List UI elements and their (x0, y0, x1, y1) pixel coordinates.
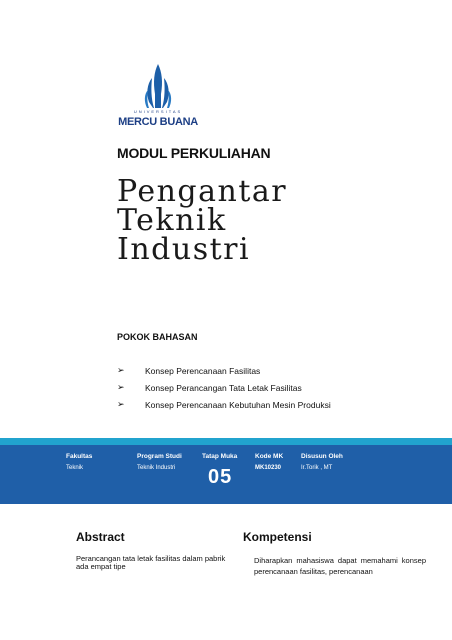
list-item (117, 379, 331, 396)
tatap-muka-value: 05 (208, 466, 233, 488)
topic-list (117, 362, 331, 413)
abstract-heading: Abstract (76, 530, 125, 544)
band-stripe (0, 438, 452, 445)
fakultas-label: Fakultas (66, 453, 93, 460)
course-title (117, 174, 288, 267)
university-logo (118, 62, 198, 134)
topic-text: Konsep Perencanaan Kebutuhan Mesin Produksi (145, 399, 331, 410)
arrow-bullet-icon: ➢ (117, 382, 125, 392)
pokok-bahasan-heading: POKOK BAHASAN (117, 332, 198, 342)
arrow-bullet-icon: ➢ (117, 365, 125, 375)
fakultas-value: Teknik (66, 465, 84, 471)
kode-mk-value: MK10230 (255, 465, 282, 471)
modul-label: MODUL PERKULIAHAN (117, 145, 271, 161)
kompetensi-text: Diharapkan mahasiswa dapat memahami konsep perencanaan fasilitas, perencanaan (254, 556, 426, 576)
arrow-bullet-icon: ➢ (117, 399, 125, 409)
list-item (117, 362, 331, 379)
disusun-oleh-label: Disusun Oleh (301, 453, 343, 460)
university-name: MERCU BUANA (118, 116, 198, 128)
topic-text: Konsep Perancangan Tata Letak Fasilitas (145, 382, 302, 393)
title-line-2: Teknik (117, 203, 227, 238)
kode-mk-label: Kode MK (255, 453, 284, 460)
program-studi-value: Teknik Industri (137, 465, 176, 471)
topic-text: Konsep Perencanaan Fasilitas (145, 365, 261, 376)
title-line-1: Pengantar (117, 174, 288, 209)
info-band (0, 445, 452, 504)
kompetensi-heading: Kompetensi (243, 530, 312, 544)
list-item (117, 396, 331, 413)
program-studi-label: Program Studi (137, 453, 182, 460)
abstract-text: Perancangan tata letak fasilitas dalam pabrik ada empat tipe (76, 554, 226, 571)
tatap-muka-label: Tatap Muka (202, 453, 238, 460)
title-line-3: Industri (117, 232, 251, 267)
disusun-oleh-value: Ir.Torik , MT (301, 465, 333, 471)
university-label: UNIVERSITAS (133, 109, 183, 114)
flame-emblem-icon (143, 64, 173, 108)
